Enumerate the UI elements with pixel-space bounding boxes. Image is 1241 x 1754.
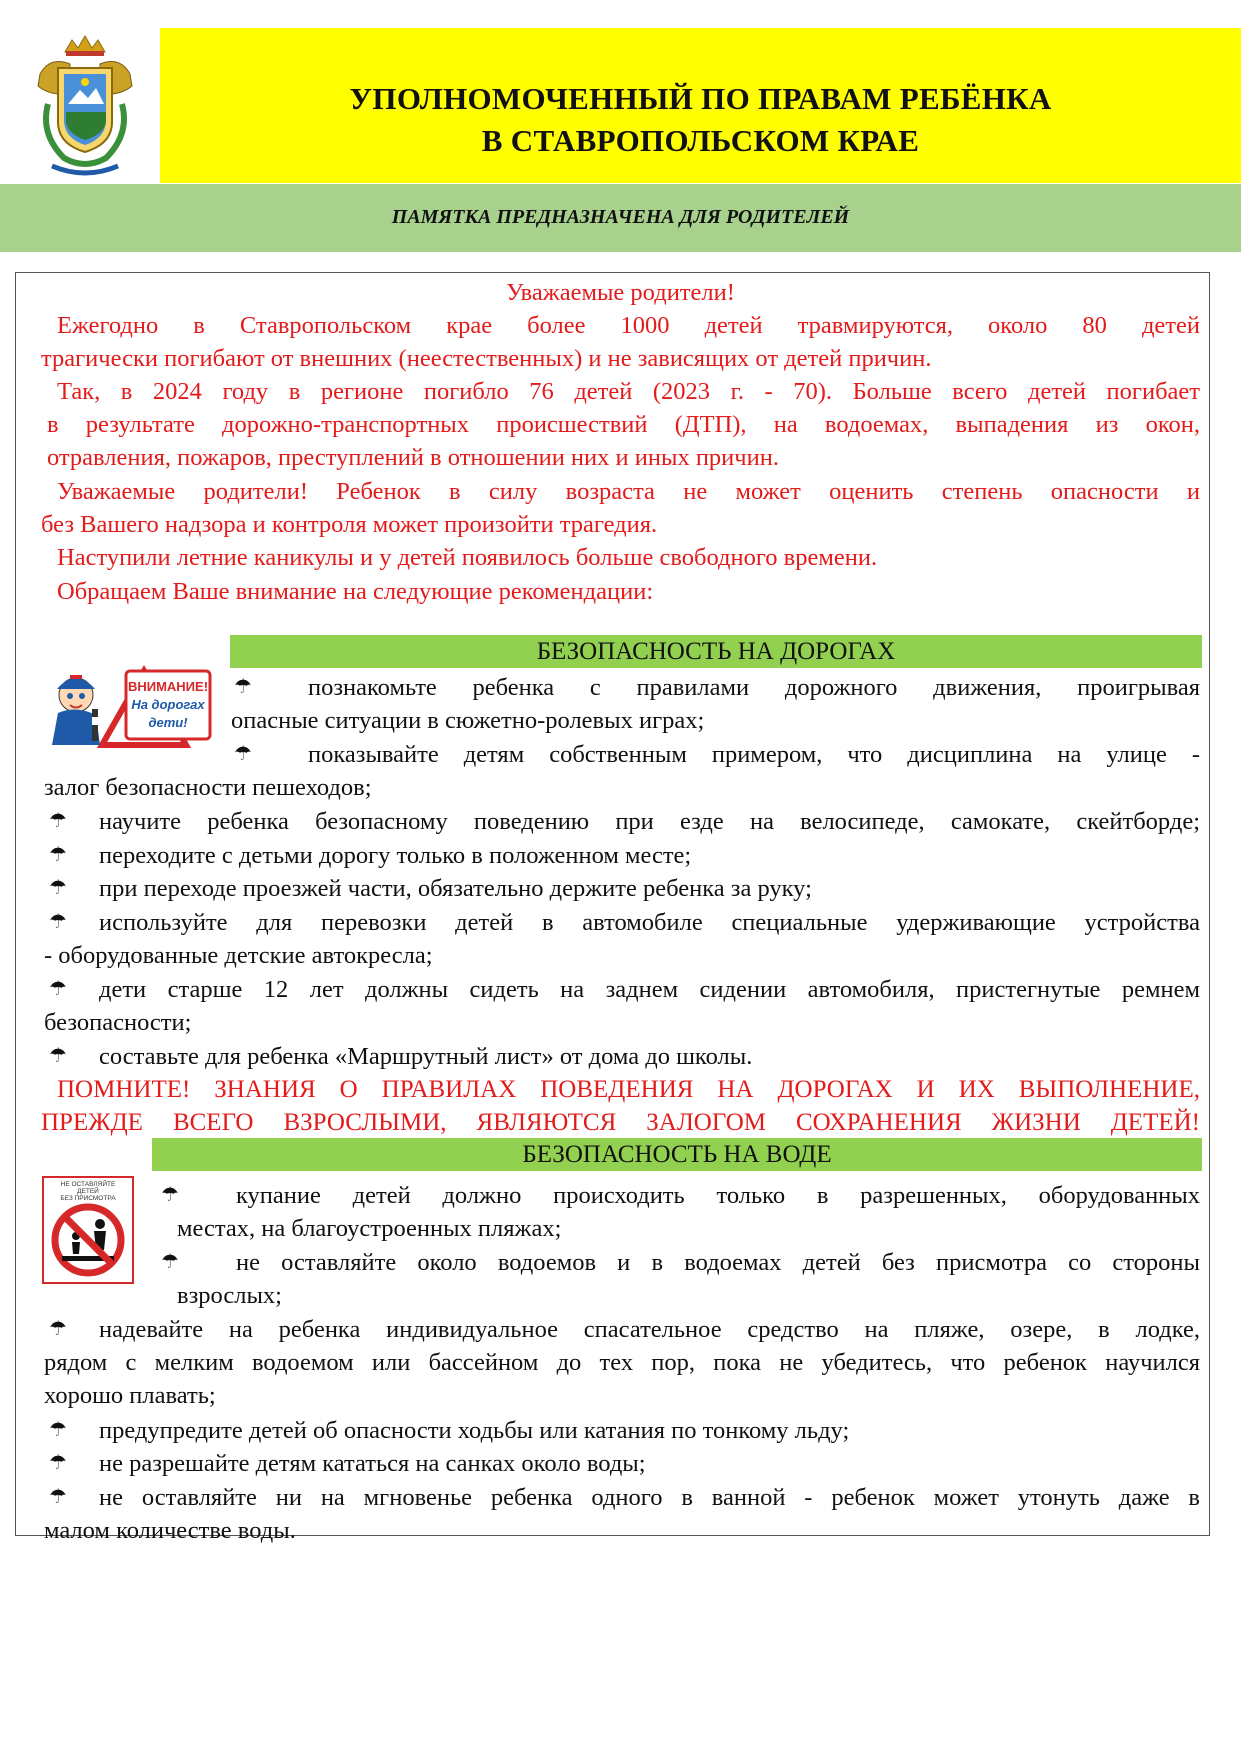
umbrella-bullet-icon: ☂ bbox=[161, 1184, 179, 1206]
umbrella-bullet-icon: ☂ bbox=[49, 1045, 67, 1067]
roads-warning-line-1: ПОМНИТЕ! ЗНАНИЯ О ПРАВИЛАХ ПОВЕДЕНИЯ НА ДОРОГАХ И ИХ ВЫПОЛНЕНИЕ, bbox=[57, 1076, 1200, 1103]
roads-line: - оборудованные детские автокресла; bbox=[44, 942, 433, 969]
water-line: рядом с мелким водоемом или бассейном до тех пор, пока не убедитесь, что ребенок научился bbox=[44, 1349, 1200, 1376]
umbrella-bullet-icon: ☂ bbox=[234, 676, 252, 698]
intro-line: Так, в 2024 году в регионе погибло 76 детей (2023 г. - 70). Больше всего детей погибает bbox=[57, 378, 1200, 405]
intro-line: Наступили летние каникулы и у детей появилось больше свободного времени. bbox=[57, 544, 878, 571]
intro-line: Уважаемые родители! Ребенок в силу возраста не может оценить степень опасности и bbox=[57, 478, 1200, 505]
umbrella-bullet-icon: ☂ bbox=[49, 1419, 67, 1441]
water-section-title: БЕЗОПАСНОСТЬ НА ВОДЕ bbox=[152, 1138, 1202, 1171]
roads-line: составьте для ребенка «Маршрутный лист» от дома до школы. bbox=[99, 1043, 753, 1070]
water-line: не разрешайте детям кататься на санках около воды; bbox=[99, 1450, 646, 1477]
intro-line: в результате дорожно-транспортных происшествий (ДТП), на водоемах, выпадения из окон, bbox=[47, 411, 1200, 438]
intro-line: Обращаем Ваше внимание на следующие рекомендации: bbox=[57, 578, 654, 605]
water-line: купание детей должно происходить только в разрешенных, оборудованных bbox=[236, 1182, 1200, 1209]
umbrella-bullet-icon: ☂ bbox=[49, 844, 67, 866]
water-line: надевайте на ребенка индивидуальное спасательное средство на пляже, озере, в лодке, bbox=[99, 1316, 1200, 1343]
roads-line: познакомьте ребенка с правилами дорожного движения, проигрывая bbox=[308, 674, 1200, 701]
roads-warning-line-2: ПРЕЖДЕ ВСЕГО ВЗРОСЛЫМИ, ЯВЛЯЮТСЯ ЗАЛОГОМ СОХРАНЕНИЯ ЖИЗНИ ДЕТЕЙ! bbox=[41, 1109, 1200, 1136]
umbrella-bullet-icon: ☂ bbox=[49, 911, 67, 933]
page-title bbox=[160, 78, 1241, 162]
sign-line: БЕЗ ПРИСМОТРА bbox=[60, 1195, 116, 1202]
intro-line: трагически погибают от внешних (неестественных) и не зависящих от детей причин. bbox=[41, 345, 932, 372]
intro-line: Ежегодно в Ставропольском крае более 1000 детей травмируются, около 80 детей bbox=[57, 312, 1200, 339]
water-line: не оставляйте около водоемов и в водоемах детей без присмотра со стороны bbox=[236, 1249, 1200, 1276]
intro-line: без Вашего надзора и контроля может произойти трагедия. bbox=[41, 511, 658, 538]
roads-line: показывайте детям собственным примером, что дисциплина на улице - bbox=[308, 741, 1200, 768]
water-line: взрослых; bbox=[177, 1282, 282, 1309]
roads-line: залог безопасности пешеходов; bbox=[44, 774, 372, 801]
umbrella-bullet-icon: ☂ bbox=[49, 877, 67, 899]
sign-line: НЕ ОСТАВЛЯЙТЕ bbox=[60, 1181, 116, 1188]
roads-line: при переходе проезжей части, обязательно держите ребенка за руку; bbox=[99, 875, 812, 902]
umbrella-bullet-icon: ☂ bbox=[49, 978, 67, 1000]
title-line-2: В СТАВРОПОЛЬСКОМ КРАЕ bbox=[481, 123, 920, 158]
roads-line: безопасности; bbox=[44, 1009, 192, 1036]
water-line: хорошо плавать; bbox=[44, 1382, 216, 1409]
subtitle: ПАМЯТКА ПРЕДНАЗНАЧЕНА ДЛЯ РОДИТЕЛЕЙ bbox=[391, 206, 850, 228]
roads-section-title: БЕЗОПАСНОСТЬ НА ДОРОГАХ bbox=[230, 635, 1202, 668]
umbrella-bullet-icon: ☂ bbox=[49, 1452, 67, 1474]
sign-line: ВНИМАНИЕ! bbox=[127, 679, 209, 694]
no-unattended-children-sign-icon bbox=[42, 1176, 134, 1284]
umbrella-bullet-icon: ☂ bbox=[49, 810, 67, 832]
umbrella-bullet-icon: ☂ bbox=[234, 743, 252, 765]
road-warning-sign-icon bbox=[44, 665, 214, 750]
intro-line: отравления, пожаров, преступлений в отношении них и иных причин. bbox=[47, 444, 779, 471]
roads-line: дети старше 12 лет должны сидеть на заднем сидении автомобиля, пристегнутые ремнем bbox=[99, 976, 1200, 1003]
subheader-band bbox=[0, 184, 1241, 252]
water-line: местах, на благоустроенных пляжах; bbox=[177, 1215, 562, 1242]
roads-line: переходите с детьми дорогу только в положенном месте; bbox=[99, 842, 692, 869]
umbrella-bullet-icon: ☂ bbox=[49, 1486, 67, 1508]
roads-line: опасные ситуации в сюжетно-ролевых играх; bbox=[231, 707, 705, 734]
coat-of-arms-icon bbox=[30, 34, 140, 176]
sign-line: На дорогах bbox=[131, 697, 205, 712]
title-line-1: УПОЛНОМОЧЕННЫЙ ПО ПРАВАМ РЕБЁНКА bbox=[349, 81, 1052, 116]
water-line: малом количестве воды. bbox=[44, 1517, 296, 1544]
greeting: Уважаемые родители! bbox=[506, 279, 735, 306]
sign-line: дети! bbox=[148, 715, 188, 730]
sign-line: ДЕТЕЙ bbox=[77, 1188, 99, 1195]
water-line: предупредите детей об опасности ходьбы или катания по тонкому льду; bbox=[99, 1417, 850, 1444]
water-line: не оставляйте ни на мгновенье ребенка одного в ванной - ребенок может утонуть даже в bbox=[99, 1484, 1200, 1511]
header-band bbox=[0, 28, 1241, 183]
umbrella-bullet-icon: ☂ bbox=[49, 1318, 67, 1340]
roads-line: научите ребенка безопасному поведению при езде на велосипеде, самокате, скейтборде; bbox=[99, 808, 1200, 835]
roads-line: используйте для перевозки детей в автомобиле специальные удерживающие устройства bbox=[99, 909, 1200, 936]
umbrella-bullet-icon: ☂ bbox=[161, 1251, 179, 1273]
